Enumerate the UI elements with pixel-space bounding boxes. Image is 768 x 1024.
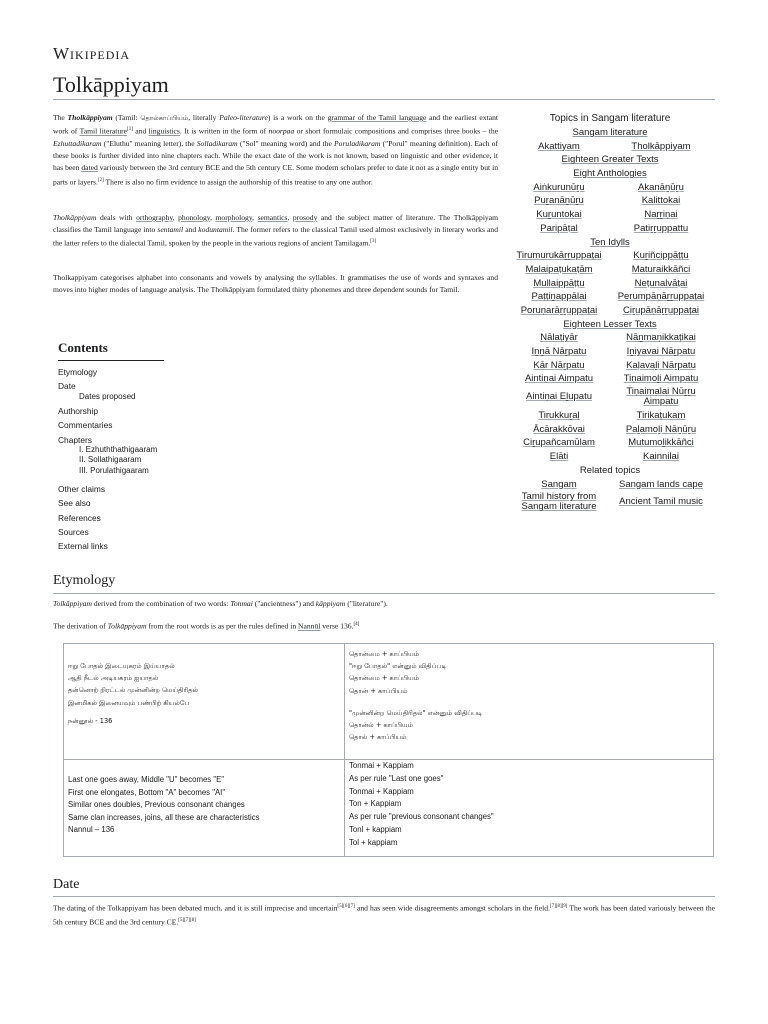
sidebar-row[interactable]: Kār Nāṟpatu Kaḷavaḻi Nāṟpatu <box>533 359 696 371</box>
english-verse-line: First one elongates, Bottom "A" becomes "AI" <box>68 787 226 797</box>
toc-item-sources[interactable]: Sources <box>58 526 89 537</box>
link-dated[interactable]: dated <box>81 163 98 173</box>
tamil-derivation-cell <box>345 644 714 760</box>
english-verse-line: Similar ones doubles, Previous consonant changes <box>68 800 245 809</box>
intro-paragraph-1: The Tholkāppiyam (Tamil: தொல்காப்பியம், literally Paleo-literature) is a work on the grammar of the Tamil language and the earliest extant work of Tamil literature[1] and linguistics. It is written in the form of noorpaa or short formulaic compositions and comprises three books – the Ezhuttadikaram ("Eluthu" meaning letter), the Solladikaram ("Sol" meaning word) and the Poruladikaram ("Porul" meaning definition). Each of these books is further divided into nine chapters each. While the exact date of the work is not known, based on linguistic and other evidence, it has been dated variously between the 3rd century BCE and the 5th century CE. Some modern scholars prefer to date it not as a single entity but in parts or layers.[2] There is also no firm evidence to assign the authorship of this treatise to any one author. <box>53 113 499 187</box>
sidebar-row[interactable]: Puṟanāṉūṟu Kalittokai <box>534 195 681 207</box>
sidebar-row[interactable]: Paripāṭal Patiṟṟuppattu <box>540 222 689 234</box>
english-derivation-line: As per rule "previous consonant changes" <box>349 812 494 822</box>
link-linguistics[interactable]: linguistics <box>148 126 180 136</box>
toc-item-etymology[interactable]: Etymology <box>58 367 98 377</box>
toc-item-external-links[interactable]: External links <box>58 541 108 552</box>
title-divider <box>53 99 715 100</box>
english-derivation-line: As per rule "Last one goes" <box>349 773 444 783</box>
english-derivation-line: Tol + kappiam <box>349 837 398 847</box>
derivation-table <box>63 643 714 857</box>
etymology-line-1: Tolkāppiyam derived from the combination of two words: Tonmai ("ancientness") and kāppiyam ("literature"). <box>53 599 388 608</box>
link-phonology[interactable]: phonology <box>178 213 211 222</box>
english-derivation-line: Tonl + kappiam <box>349 824 402 834</box>
ref-1[interactable]: [1] <box>127 127 133 133</box>
sidebar-row[interactable]: Akattiyam Tholkāppiyam <box>538 140 691 152</box>
ref-3[interactable]: [3] <box>370 239 377 245</box>
sidebar-row[interactable]: Ācārakkōvai Paḻamoḻi Nāṉūṟu <box>533 423 697 435</box>
english-verse-source: Nannul – 136 <box>68 825 115 834</box>
tamil-verse-line: இனமிகல் இனையவும் பண்பிற் கியல்பே <box>68 698 190 707</box>
english-derivation-line: Tonmai + Kappiam <box>349 761 414 770</box>
toc-item-date[interactable]: Date <box>58 381 76 392</box>
sidebar-row[interactable]: Aiṅkurunūṟu Akanāṉūṟu <box>533 181 684 193</box>
toc-item-commentaries[interactable]: Commentaries <box>58 420 113 431</box>
tamil-verse-line: தன்னொற் றிரட்டல் முன்னின்ற மெய்திரிதல் <box>68 686 198 695</box>
sidebar-ten-idylls[interactable]: Ten Idylls <box>590 236 630 248</box>
table-of-contents <box>58 340 258 556</box>
tamil-verse-line: ஈறு போதல் இடையுகரம் இய்யாதல் <box>68 662 175 670</box>
etymology-divider <box>53 593 715 594</box>
sidebar-row[interactable]: Sangam Sangam lands cape <box>541 478 703 490</box>
sidebar-title: Topics in Sangam literature <box>549 113 671 125</box>
tamil-verse-line: ஆதி நீடல் அடியகரம் ஐயாதல் <box>68 674 159 683</box>
ref-2[interactable]: [2] <box>97 177 104 183</box>
toc-subitem-dates-proposed[interactable]: Dates proposed <box>79 391 136 401</box>
link-orthography[interactable]: orthography <box>136 213 173 222</box>
toc-item-see-also[interactable]: See also <box>58 498 91 509</box>
tamil-verse-cell <box>64 644 345 760</box>
tamil-derivation-line: "முன்னின்ற மெய்திரிதல்" என்னும் விதிப்படி <box>349 708 483 717</box>
tamil-derivation-line: "ஈறு போதல்" என்னும் விதிப்படி <box>349 662 447 671</box>
sidebar-row[interactable]: Tamil history from Sangam literature Ancient Tamil music <box>521 491 703 513</box>
sidebar-row[interactable]: Elāti Kainnilai <box>549 451 679 463</box>
ref-group[interactable]: [5][6][7] <box>337 904 355 909</box>
etymology-heading: Etymology <box>53 573 116 588</box>
sidebar-row[interactable]: Aintiṇai Eḻupatu Tiṇaimalai Nūṟṟu Aimpatu <box>525 386 696 408</box>
sidebar-row[interactable]: Mullaippāṭṭu Neṭunalvāṭai <box>533 277 688 289</box>
toc-subitem-chapter-1[interactable]: I. Ezhuththathigaaram <box>79 444 158 454</box>
toc-item-chapters[interactable]: Chapters <box>58 434 92 445</box>
tamil-derivation-line: தொன்மை + காப்பியம் <box>349 674 420 683</box>
ref-group[interactable]: [7][8][9] <box>549 904 568 909</box>
sidebar-row[interactable]: Ciṟupañcamūlam Mutumoḻikkāñci <box>523 437 694 449</box>
link-grammar[interactable]: grammar of the Tamil language <box>327 113 427 122</box>
english-verse-line: Same clan increases, joins, all these are characteristics <box>68 812 260 822</box>
sidebar-row[interactable]: Malaipaṭukaṭām Maturaikkāñci <box>525 263 691 275</box>
etymology-line-2: The derivation of Tolkāppiyam from the root words is as per the rules defined in Nannūl verse 136.[4] <box>53 621 360 631</box>
english-verse-cell <box>64 760 345 857</box>
sangam-sidebar <box>508 112 712 514</box>
page-title: Tolkāppiyam <box>53 72 169 97</box>
link-tamil-literature[interactable]: Tamil literature <box>79 126 128 136</box>
link-nannul[interactable]: Nannūl <box>298 621 321 631</box>
toc-item-other-claims[interactable]: Other claims <box>58 483 106 494</box>
tamil-derivation-line: தொன் + காப்பியம் <box>349 686 408 695</box>
english-derivation-line: Ton + Kappiam <box>349 799 402 809</box>
sidebar-row[interactable]: Tirumurukāṟṟuppaṭai Kuṟiñcippāṭṭu <box>516 250 689 262</box>
sidebar-eighteen-lesser[interactable]: Eighteen Lesser Texts <box>563 318 657 330</box>
sidebar-row[interactable]: Poruṇarāṟṟuppaṭai Ciṟupāṇāṟṟuppaṭai <box>520 304 700 316</box>
english-verse-line: Last one goes away, Middle "U" becomes "E" <box>68 775 225 784</box>
tamil-verse-source: நன்னூல் - 136 <box>68 716 113 725</box>
sidebar-row[interactable]: Iṉṉā Nāṟpatu Iṉiyavai Nāṟpatu <box>531 346 696 358</box>
contents-heading: Contents <box>58 340 164 361</box>
ref-group[interactable]: [5][7][8] <box>178 917 196 923</box>
sidebar-row[interactable]: Tirukkuṟaḷ Tirikaṭukam <box>538 410 686 422</box>
date-paragraph: The dating of the Tolkappiyam has been debated much, and it is still imprecise and uncertain[5][6][7] and has seen wide disagreements amongst scholars in the field.[7][8][9] The work has been dated variously between the 5th century BCE and the 3rd century CE.[5][7][8] <box>53 903 715 927</box>
tamil-derivation-line: தொன்மை + காப்பியம் <box>349 650 420 658</box>
sidebar-sangam-literature[interactable]: Sangam literature <box>572 127 648 139</box>
tamil-derivation-line: தொல் + காப்பியம் <box>349 733 407 742</box>
sidebar-eight-anthologies[interactable]: Eight Anthologies <box>573 168 647 180</box>
link-morphology[interactable]: morphology <box>215 213 253 222</box>
toc-item-authorship[interactable]: Authorship <box>58 405 99 416</box>
sidebar-row[interactable]: Aintiṇai Aimpatu Tiṇaimoḻi Aimpatu <box>524 373 699 385</box>
english-derivation-cell <box>345 760 714 857</box>
sidebar-related-topics: Related topics <box>579 464 641 476</box>
toc-item-references[interactable]: References <box>58 512 101 523</box>
wikipedia-wordmark[interactable]: Wikipedia <box>53 44 131 63</box>
link-prosody[interactable]: prosody <box>292 213 318 222</box>
link-semantics[interactable]: semantics <box>257 213 288 222</box>
sidebar-row[interactable]: Kuṟuntokai Naṟṟiṇai <box>536 209 678 221</box>
toc-subitem-chapter-2[interactable]: II. Sollathigaaram <box>79 455 142 465</box>
sidebar-row[interactable]: Paṭṭiṉappālai Perumpāṇāṟṟuppaṭai <box>531 291 705 303</box>
intro-paragraph-2: Tholkāppiyam deals with orthography, phonology, morphology, semantics, prosody and the subject matter of literature. The Tholkāppiyam classifies the Tamil language into sentamil and koduntamil. The former refers to the classical Tamil used almost exclusively in literary works and the latter refers to the dialectal Tamil, spoken by the people in the various regions of ancient Tamilagam.[3] <box>53 213 499 248</box>
toc-subitem-chapter-3[interactable]: III. Porulathigaaram <box>79 465 149 475</box>
date-divider <box>53 896 715 897</box>
sidebar-row[interactable]: Nālaṭiyār Nāṉmaṇikkaṭikai <box>540 332 696 344</box>
date-heading: Date <box>53 877 80 892</box>
sidebar-eighteen-greater[interactable]: Eighteen Greater Texts <box>561 154 659 166</box>
english-derivation-line: Tonmai + Kappiam <box>349 786 414 796</box>
intro-paragraph-3: Tholkappiyam categorises alphabet into consonants and vowels by analysing the syllables. It grammatises the use of words and syntaxes and moves into higher modes of language analysis. The Tholkāppiyam formulated thirty phonemes and three dependent sounds for Tamil. <box>53 273 498 295</box>
ref-4[interactable]: [4] <box>353 622 360 627</box>
tamil-derivation-line: தொன்ல் + காப்பியம் <box>349 721 413 730</box>
